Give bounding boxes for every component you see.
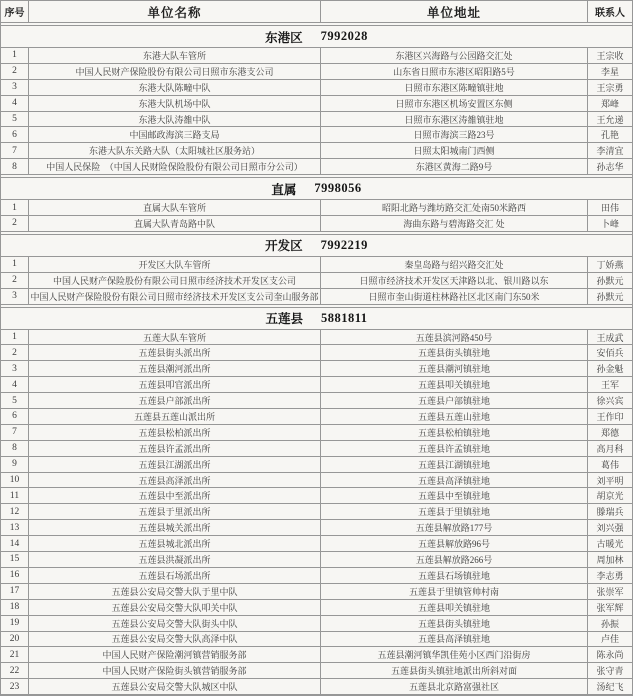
unit-name: 中国人民财产保险股份有限公司日照市经济技术开发区支公司 bbox=[29, 273, 321, 288]
row-number: 9 bbox=[1, 457, 29, 472]
table-row bbox=[1, 393, 632, 409]
contact-name: 李志勇 bbox=[596, 570, 624, 581]
table-row bbox=[1, 273, 632, 289]
table-row bbox=[1, 552, 632, 568]
contact-name: 孙志华 bbox=[596, 162, 624, 173]
unit-name: 五莲县街头派出所 bbox=[29, 345, 321, 360]
unit-name: 五莲县城北派出所 bbox=[29, 536, 321, 551]
unit-address: 五莲县解放路266号 bbox=[321, 552, 588, 567]
row-number: 12 bbox=[1, 504, 29, 519]
table-row bbox=[1, 143, 632, 159]
section-phone: 7992219 bbox=[320, 237, 368, 252]
unit-address: 五莲县叩关镇驻地 bbox=[321, 377, 588, 392]
contact-name: 徐兴宾 bbox=[596, 396, 624, 407]
unit-name: 五莲县公安局交警大队街头中队 bbox=[29, 616, 321, 631]
contact-name: 孔艳 bbox=[600, 130, 619, 141]
unit-name: 五莲县城关派出所 bbox=[29, 520, 321, 535]
contact-name: 王军 bbox=[600, 380, 619, 391]
section-header-row bbox=[1, 177, 632, 200]
unit-name: 直属大队青岛路中队 bbox=[29, 216, 321, 231]
unit-name: 东港大队机场中队 bbox=[29, 96, 321, 111]
unit-name: 东港大队陈疃中队 bbox=[29, 80, 321, 95]
unit-address: 五莲县潮河镇华凯佳苑小区西门沿街房 bbox=[321, 647, 588, 662]
unit-name: 直属大队车管所 bbox=[29, 200, 321, 215]
contact-name: 郑峰 bbox=[600, 98, 619, 109]
column-header-name: 单位名称 bbox=[29, 1, 321, 22]
section-name: 开发区 bbox=[265, 239, 303, 254]
section-name: 五莲县 bbox=[265, 312, 303, 327]
section-name: 直属 bbox=[271, 182, 297, 197]
unit-address: 五莲县户部镇驻地 bbox=[321, 393, 588, 408]
table-row bbox=[1, 663, 632, 679]
unit-name: 中国人民财产保险潮河镇营销服务部 bbox=[29, 647, 321, 662]
unit-address: 五莲县街头镇驻地 bbox=[321, 616, 588, 631]
unit-address: 东港区兴海路与公园路交汇处 bbox=[321, 48, 588, 63]
unit-address: 五莲县潮河镇驻地 bbox=[321, 361, 588, 376]
table-row bbox=[1, 361, 632, 377]
unit-name: 中国人民财产保险股份有限公司日照市经济技术开发区支公司奎山服务部 bbox=[29, 289, 321, 304]
row-number: 14 bbox=[1, 536, 29, 551]
row-number: 6 bbox=[1, 127, 29, 142]
unit-name: 五莲县石场派出所 bbox=[29, 568, 321, 583]
unit-address: 五莲县街头镇驻地派出所斜对面 bbox=[321, 663, 588, 678]
unit-address: 五莲县滨河路450号 bbox=[321, 330, 588, 345]
unit-name: 东港大队涛雒中队 bbox=[29, 112, 321, 127]
table-row bbox=[1, 345, 632, 361]
row-number: 2 bbox=[1, 64, 29, 79]
unit-address: 五莲县许孟镇驻地 bbox=[321, 441, 588, 456]
contact-name: 孙振 bbox=[600, 618, 619, 629]
table-row bbox=[1, 632, 632, 648]
unit-address: 日照市东港区涛雒镇驻地 bbox=[321, 112, 588, 127]
contact-name: 周加林 bbox=[596, 554, 624, 565]
table-row bbox=[1, 441, 632, 457]
unit-address: 日照市海滨三路23号 bbox=[321, 127, 588, 142]
contact-name: 安佰兵 bbox=[596, 348, 624, 359]
unit-name: 五莲县五莲山派出所 bbox=[29, 409, 321, 424]
table-row bbox=[1, 377, 632, 393]
unit-address: 五莲县于里镇驻地 bbox=[321, 504, 588, 519]
unit-name: 五莲县公安局交警大队叩关中队 bbox=[29, 600, 321, 615]
unit-address: 五莲县街头镇驻地 bbox=[321, 345, 588, 360]
contact-name: 张军辉 bbox=[596, 602, 624, 613]
unit-name: 五莲县中至派出所 bbox=[29, 488, 321, 503]
table-row bbox=[1, 409, 632, 425]
table-row bbox=[1, 64, 632, 80]
table-row bbox=[1, 200, 632, 216]
unit-name: 东港大队东关路大队（太阳城社区服务站） bbox=[29, 143, 321, 158]
row-number: 21 bbox=[1, 647, 29, 662]
unit-address: 五莲县高泽镇驻地 bbox=[321, 473, 588, 488]
unit-name: 五莲县洪凝派出所 bbox=[29, 552, 321, 567]
row-number: 4 bbox=[1, 96, 29, 111]
section-name: 东港区 bbox=[265, 30, 303, 45]
section-phone: 7998056 bbox=[314, 181, 362, 196]
table-row bbox=[1, 520, 632, 536]
unit-address: 海曲东路与碧海路交汇 处 bbox=[321, 216, 588, 231]
table-row bbox=[1, 289, 632, 305]
unit-address: 五莲县石场镇驻地 bbox=[321, 568, 588, 583]
table-row bbox=[1, 679, 632, 695]
unit-address: 五莲县北京路富强社区 bbox=[321, 679, 588, 694]
unit-address: 五莲县高泽镇驻地 bbox=[321, 632, 588, 647]
table-row bbox=[1, 600, 632, 616]
row-number: 5 bbox=[1, 393, 29, 408]
unit-address: 秦皇岛路与绍兴路交汇处 bbox=[321, 257, 588, 272]
contact-name: 王作印 bbox=[596, 411, 624, 422]
unit-name: 东港大队车管所 bbox=[29, 48, 321, 63]
contact-name: 古暖光 bbox=[596, 539, 624, 550]
table-row bbox=[1, 112, 632, 128]
unit-name: 五莲县公安局交警大队城区中队 bbox=[29, 679, 321, 694]
row-number: 7 bbox=[1, 143, 29, 158]
row-number: 1 bbox=[1, 330, 29, 345]
unit-address: 五莲县江湖镇驻地 bbox=[321, 457, 588, 472]
unit-address: 日照市奎山街道柱林路社区北区南门东50米 bbox=[321, 289, 588, 304]
contact-name: 胡京光 bbox=[596, 491, 624, 502]
unit-name: 五莲县叩官派出所 bbox=[29, 377, 321, 392]
row-number: 10 bbox=[1, 473, 29, 488]
row-number: 22 bbox=[1, 663, 29, 678]
unit-address: 日照太阳城南门西侧 bbox=[321, 143, 588, 158]
section-phone: 5881811 bbox=[320, 310, 368, 325]
row-number: 13 bbox=[1, 520, 29, 535]
column-header-no: 序号 bbox=[1, 1, 29, 22]
unit-name: 开发区大队车管所 bbox=[29, 257, 321, 272]
row-number: 18 bbox=[1, 600, 29, 615]
contact-name: 葛伟 bbox=[600, 459, 619, 470]
row-number: 1 bbox=[1, 257, 29, 272]
unit-name: 中国邮政海滨三路支局 bbox=[29, 127, 321, 142]
unit-address: 五莲县解放路96号 bbox=[321, 536, 588, 551]
section-header-row bbox=[1, 234, 632, 257]
row-number: 23 bbox=[1, 679, 29, 694]
unit-address: 五莲县叩关镇驻地 bbox=[321, 600, 588, 615]
row-number: 20 bbox=[1, 632, 29, 647]
unit-address: 五莲县中至镇驻地 bbox=[321, 488, 588, 503]
row-number: 8 bbox=[1, 441, 29, 456]
row-number: 3 bbox=[1, 361, 29, 376]
contact-name: 孙金魁 bbox=[596, 364, 624, 375]
unit-address: 五莲县解放路177号 bbox=[321, 520, 588, 535]
row-number: 17 bbox=[1, 584, 29, 599]
row-number: 11 bbox=[1, 488, 29, 503]
row-number: 2 bbox=[1, 216, 29, 231]
table-row bbox=[1, 536, 632, 552]
contact-name: 王宗勇 bbox=[596, 82, 624, 93]
unit-name: 五莲县公安局交警大队于里中队 bbox=[29, 584, 321, 599]
table-row bbox=[1, 330, 632, 346]
unit-address: 五莲县五莲山驻地 bbox=[321, 409, 588, 424]
unit-address: 五莲县松柏镇驻地 bbox=[321, 425, 588, 440]
row-number: 8 bbox=[1, 159, 29, 174]
table-header-row bbox=[1, 1, 632, 23]
table-row bbox=[1, 616, 632, 632]
contact-name: 王宗收 bbox=[596, 50, 624, 61]
contact-name: 卢佳 bbox=[600, 634, 619, 645]
unit-name: 五莲县许孟派出所 bbox=[29, 441, 321, 456]
unit-address: 日照市东港区机场安置区东侧 bbox=[321, 96, 588, 111]
row-number: 1 bbox=[1, 200, 29, 215]
unit-name: 五莲县潮河派出所 bbox=[29, 361, 321, 376]
contact-name: 高月科 bbox=[596, 443, 624, 454]
contact-name: 田伟 bbox=[600, 203, 619, 214]
table-row bbox=[1, 48, 632, 64]
unit-address: 山东省日照市东港区昭阳路5号 bbox=[321, 64, 588, 79]
contact-name: 李清宜 bbox=[596, 146, 624, 157]
table-row bbox=[1, 216, 632, 232]
unit-address: 日照市东港区陈疃镇驻地 bbox=[321, 80, 588, 95]
contact-name: 滕瑞兵 bbox=[596, 507, 624, 518]
unit-address: 五莲县于里镇管帅村南 bbox=[321, 584, 588, 599]
row-number: 19 bbox=[1, 616, 29, 631]
unit-name: 五莲县户部派出所 bbox=[29, 393, 321, 408]
row-number: 15 bbox=[1, 552, 29, 567]
table-row bbox=[1, 488, 632, 504]
table-row bbox=[1, 257, 632, 273]
row-number: 3 bbox=[1, 80, 29, 95]
unit-name: 中国人民财产保险股份有限公司日照市东港支公司 bbox=[29, 64, 321, 79]
contact-name: 刘兴强 bbox=[596, 523, 624, 534]
section-header-row bbox=[1, 307, 632, 330]
unit-address: 日照市经济技术开发区天津路以北、银川路以东 bbox=[321, 273, 588, 288]
section-header-row bbox=[1, 25, 632, 48]
contact-name: 孙默元 bbox=[596, 291, 624, 302]
section-phone: 7992028 bbox=[320, 29, 368, 43]
contact-name: 张守青 bbox=[596, 666, 624, 677]
unit-name: 五莲县江湖派出所 bbox=[29, 457, 321, 472]
table-row bbox=[1, 584, 632, 600]
table-row bbox=[1, 96, 632, 112]
table-row bbox=[1, 457, 632, 473]
contact-name: 王允递 bbox=[596, 114, 624, 125]
table-row bbox=[1, 568, 632, 584]
row-number: 7 bbox=[1, 425, 29, 440]
table-row bbox=[1, 127, 632, 143]
contact-name: 王成武 bbox=[596, 332, 624, 343]
table-row bbox=[1, 159, 632, 175]
unit-address: 昭阳北路与潍坊路交汇处南50米路西 bbox=[321, 200, 588, 215]
unit-name: 五莲大队车管所 bbox=[29, 330, 321, 345]
unit-name: 五莲县于里派出所 bbox=[29, 504, 321, 519]
column-header-contact: 联系人 bbox=[595, 8, 625, 19]
row-number: 2 bbox=[1, 273, 29, 288]
table-row bbox=[1, 80, 632, 96]
contact-name: 孙默元 bbox=[596, 275, 624, 286]
table-row bbox=[1, 504, 632, 520]
contact-name: 郑德 bbox=[600, 427, 619, 438]
contact-name: 陈永尚 bbox=[596, 650, 624, 661]
row-number: 4 bbox=[1, 377, 29, 392]
unit-name: 五莲县公安局交警大队高泽中队 bbox=[29, 632, 321, 647]
unit-name: 中国人民财产保险街头镇营销服务部 bbox=[29, 663, 321, 678]
contact-name: 刘平明 bbox=[596, 475, 624, 486]
unit-address: 东港区黄海二路9号 bbox=[321, 159, 588, 174]
row-number: 16 bbox=[1, 568, 29, 583]
row-number: 6 bbox=[1, 409, 29, 424]
contact-name: 张崇军 bbox=[596, 586, 624, 597]
row-number: 2 bbox=[1, 345, 29, 360]
unit-name: 五莲县松柏派出所 bbox=[29, 425, 321, 440]
table-row bbox=[1, 425, 632, 441]
column-header-address: 单位地址 bbox=[321, 1, 588, 22]
contact-name: 汤纪飞 bbox=[596, 682, 624, 693]
table-row bbox=[1, 473, 632, 489]
contact-name: 卜峰 bbox=[600, 218, 619, 229]
unit-name: 五莲县高泽派出所 bbox=[29, 473, 321, 488]
contact-name: 李星 bbox=[600, 66, 619, 77]
unit-name: 中国人民保险 （中国人民财险保险股份有限公司日照市分公司） bbox=[29, 159, 321, 174]
contact-name: 丁娇燕 bbox=[596, 259, 624, 270]
row-number: 5 bbox=[1, 112, 29, 127]
row-number: 3 bbox=[1, 289, 29, 304]
row-number: 1 bbox=[1, 48, 29, 63]
table-row bbox=[1, 647, 632, 663]
